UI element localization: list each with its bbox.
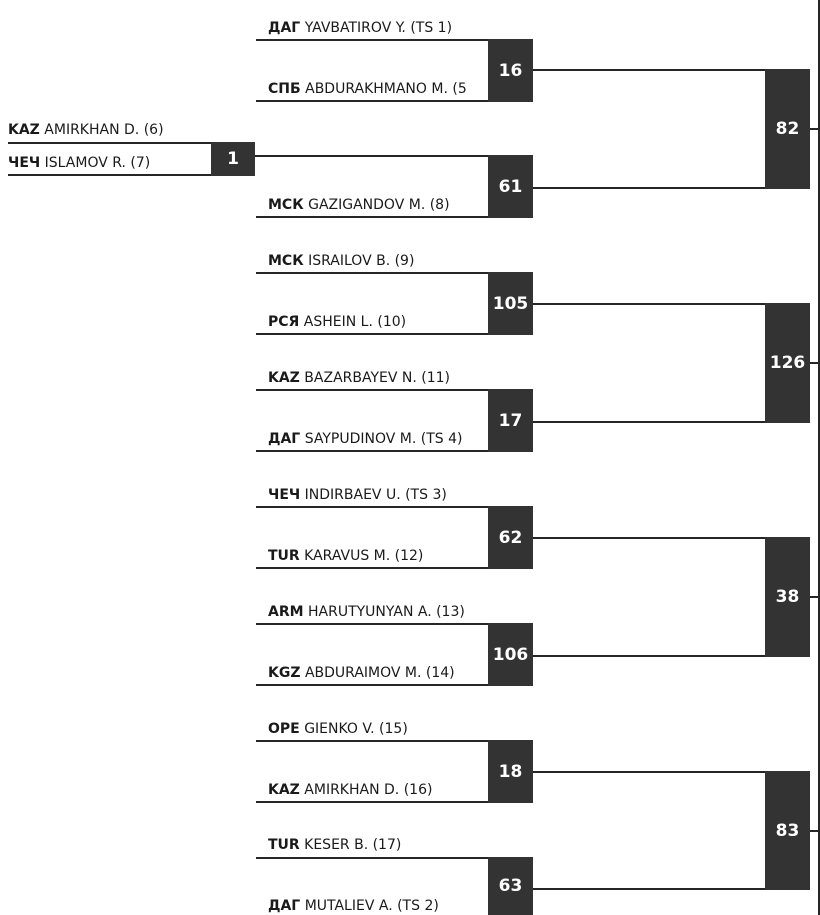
team-code: СПБ	[268, 81, 301, 97]
team-code: KAZ	[268, 782, 300, 798]
match-number-box	[765, 303, 810, 423]
prelim-entry-2	[8, 155, 150, 171]
match-number-box	[488, 389, 533, 452]
match-number: 63	[498, 876, 523, 896]
bracket-line	[8, 174, 213, 176]
match-number: 17	[498, 410, 523, 431]
team-code: ЧЕЧ	[8, 155, 41, 171]
match-number-box	[765, 537, 810, 657]
prelim-entry-1	[8, 122, 164, 138]
team-code: ДАГ	[268, 431, 301, 447]
entry	[268, 837, 401, 853]
bracket-line	[533, 771, 767, 773]
entry	[268, 548, 423, 564]
team-code: KGZ	[268, 665, 301, 681]
team-code: TUR	[268, 548, 300, 564]
match-number-box	[211, 142, 255, 176]
athlete-name: ISLAMOV R. (7)	[44, 155, 151, 171]
athlete-name: SAYPUDINOV M. (TS 4)	[304, 431, 463, 447]
athlete-name: YAVBATIROV Y. (TS 1)	[304, 20, 453, 36]
entry	[268, 721, 408, 737]
match-number: 38	[775, 587, 800, 607]
bracket-line	[533, 303, 767, 305]
team-code: ДАГ	[268, 898, 301, 914]
bracket-line	[8, 142, 213, 144]
bracket-line	[256, 450, 490, 452]
team-code: ДАГ	[268, 20, 301, 36]
athlete-name: KARAVUS M. (12)	[304, 548, 424, 564]
bracket-line	[256, 39, 490, 41]
bracket-line	[256, 567, 490, 569]
match-number-box	[488, 155, 533, 218]
bracket-line	[256, 801, 490, 803]
bracket-line	[533, 187, 767, 189]
team-code: ЧЕЧ	[268, 487, 301, 503]
athlete-name: ABDURAKHMANO M. (5	[305, 81, 467, 97]
team-code: TUR	[268, 837, 300, 853]
bracket-line	[256, 333, 490, 335]
bracket-line	[533, 421, 767, 423]
entry	[268, 197, 450, 213]
athlete-name: AMIRKHAN D. (16)	[304, 782, 433, 798]
bracket-line	[256, 857, 490, 859]
athlete-name: ISRAILOV B. (9)	[308, 253, 415, 269]
athlete-name: GIENKO V. (15)	[304, 721, 408, 737]
match-number-box	[765, 771, 810, 890]
entry	[268, 665, 455, 681]
athlete-name: BAZARBAYEV N. (11)	[304, 370, 451, 386]
match-number: 18	[498, 761, 523, 782]
match-number: 82	[775, 119, 800, 139]
match-number: 126	[769, 353, 806, 373]
match-number: 16	[498, 60, 523, 81]
bracket-line	[533, 537, 767, 539]
bracket-line	[256, 506, 490, 508]
entry	[268, 81, 467, 97]
athlete-name: HARUTYUNYAN A. (13)	[308, 604, 465, 620]
entry	[268, 20, 452, 36]
match-number-box	[488, 39, 533, 102]
athlete-name: INDIRBAEV U. (TS 3)	[304, 487, 447, 503]
athlete-name: AMIRKHAN D. (6)	[44, 122, 164, 138]
bracket-line	[256, 216, 490, 218]
athlete-name: ABDURAIMOV M. (14)	[304, 665, 455, 681]
entry	[268, 253, 414, 269]
athlete-name: KESER B. (17)	[304, 837, 402, 853]
athlete-name: ASHEIN L. (10)	[303, 314, 407, 330]
entry	[268, 604, 465, 620]
match-number: 62	[498, 527, 523, 548]
entry	[268, 782, 432, 798]
match-number-box	[488, 740, 533, 803]
entry	[268, 314, 406, 330]
bracket-line	[256, 389, 490, 391]
bracket-line	[533, 655, 767, 657]
match-number-box	[488, 506, 533, 569]
bracket-line	[533, 69, 767, 71]
match-number-box	[488, 272, 533, 335]
entry	[268, 370, 450, 386]
match-number-box	[765, 69, 810, 189]
bracket-line	[256, 684, 490, 686]
team-code: KAZ	[268, 370, 300, 386]
bracket-line	[256, 272, 490, 274]
match-number-box	[488, 857, 533, 915]
team-code: OPE	[268, 721, 300, 737]
match-number: 106	[492, 644, 529, 665]
team-code: МСК	[268, 197, 304, 213]
match-number: 1	[227, 149, 239, 169]
bracket-line	[533, 888, 767, 890]
match-number: 61	[498, 176, 523, 197]
team-code: РСЯ	[268, 314, 300, 330]
match-number-box	[488, 623, 533, 686]
entry	[268, 898, 439, 914]
athlete-name: GAZIGANDOV M. (8)	[308, 197, 450, 213]
entry	[268, 487, 447, 503]
team-code: KAZ	[8, 122, 40, 138]
match-number: 83	[775, 820, 800, 841]
bracket-line	[256, 623, 490, 625]
team-code: ARM	[268, 604, 304, 620]
match-number: 105	[492, 293, 529, 314]
team-code: МСК	[268, 253, 304, 269]
bracket-line	[256, 740, 490, 742]
athlete-name: MUTALIEV A. (TS 2)	[304, 898, 439, 914]
bracket-line	[256, 100, 490, 102]
entry	[268, 431, 462, 447]
